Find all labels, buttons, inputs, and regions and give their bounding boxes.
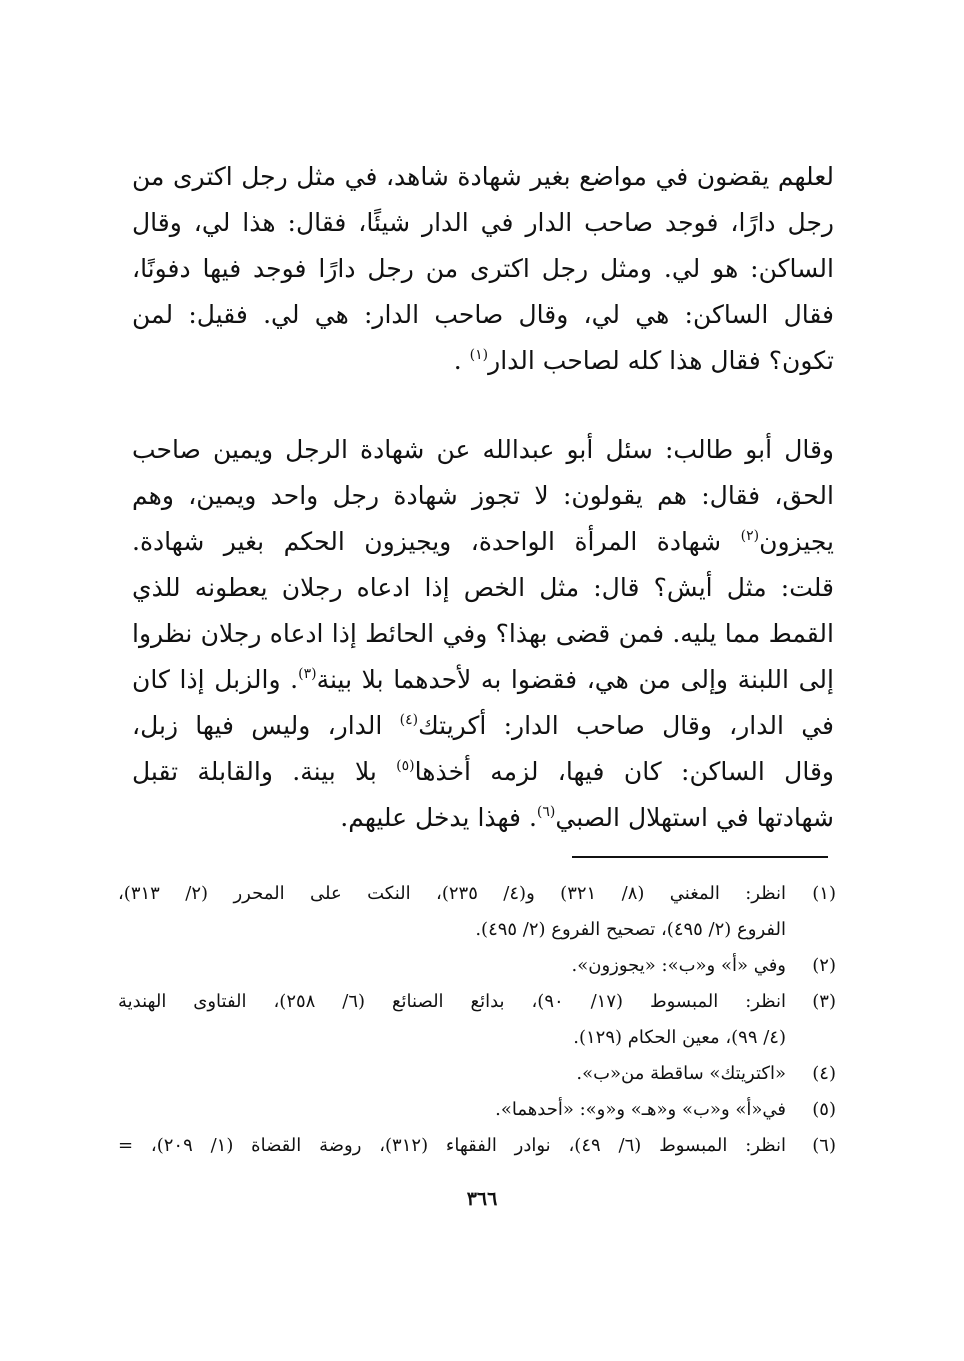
text-line: [132, 473, 834, 519]
line-text: تكون؟ فقال هذا كله لصاحب الدار: [488, 346, 834, 375]
footnote-text: الفروع (٢/ ٤٩٥)، تصحيح الفروع (٢/ ٤٩٥).: [475, 919, 786, 940]
footnote-number: (١): [812, 883, 836, 904]
footnote-text: «اكتريتك» ساقطة من«ب».: [576, 1063, 786, 1084]
text-line: [132, 427, 834, 473]
footnote-text: وفي «أ» و«ب»: «يجوزون».: [571, 955, 786, 976]
footnote-number: (٦): [812, 1135, 836, 1156]
line-text: في الدار، وقال صاحب الدار: أكريتك: [418, 711, 834, 740]
line-text: الساكن: هو لي. ومثل رجل اكترى من رجل دارًا فوجد فيها دفونًا،: [132, 254, 834, 283]
footnote-marker[interactable]: (٥): [396, 758, 415, 774]
line-text: يجيزون: [759, 527, 834, 556]
footnotes: [118, 876, 836, 1164]
footnote-marker[interactable]: (٣): [298, 666, 317, 682]
line-text: لعلهم يقضون في مواضع بغير شهادة شاهد، في مثل رجل اكترى من: [132, 162, 834, 191]
line-text: . والزبل إذا كان: [132, 665, 299, 694]
footnote-number: (٤): [812, 1063, 836, 1084]
line-text: شهادة المرأة الواحدة، ويجيزون الحكم بغير شهادة.: [132, 527, 741, 556]
page-number: ٣٦٦: [466, 1188, 498, 1210]
footnote-separator: [572, 856, 828, 858]
line-text: بلا بينة. والقابلة تقبل: [132, 757, 397, 786]
text-line: [132, 749, 834, 795]
paragraph-1: [132, 154, 834, 384]
line-text: شهادتها في استهلال الصبي: [555, 803, 834, 832]
footnote-marker[interactable]: (٦): [536, 804, 556, 820]
footnote-text: في«أ» و«ب» و«هـ» و«و»: «أحدهما».: [495, 1099, 786, 1120]
footnote-6: [118, 1128, 836, 1164]
line-text: وقال أبو طالب: سئل أبو عبدالله عن شهادة الرجل ويمين صاحب: [132, 435, 834, 464]
line-text: .: [453, 346, 470, 375]
footnote-2: [118, 948, 836, 984]
footnote-marker[interactable]: (٢): [740, 528, 760, 544]
line-text: رجل دارًا، فوجد صاحب الدار في الدار شيئًا، فقال: هذا لي، وقال: [132, 208, 834, 237]
line-text: وقال الساكن: كان فيها، لزمه أخذها: [414, 757, 834, 786]
text-line: [132, 246, 834, 292]
text-line: [132, 795, 834, 841]
footnote-1: [118, 876, 836, 948]
text-line: [132, 703, 834, 749]
text-line: [132, 657, 834, 703]
footnote-marker[interactable]: (١): [469, 347, 489, 363]
footnote-number: (٥): [812, 1099, 836, 1120]
line-text: الدار، وليس فيها زبل،: [132, 711, 400, 740]
line-text: الحق، فقال: هم يقولون: لا تجوز شهادة رجل واحد ويمين، وهم: [132, 481, 835, 510]
footnote-5: [118, 1092, 836, 1128]
text-line: [132, 200, 834, 246]
footnote-number: (٣): [812, 991, 836, 1012]
footnote-marker[interactable]: (٤): [399, 712, 419, 728]
line-text: . فهذا يدخل عليهم.: [340, 803, 537, 832]
text-line: [132, 565, 834, 611]
footnote-number: (٢): [812, 955, 836, 976]
text-line: [132, 292, 834, 338]
line-text: القمط مما يليه. فمن قضى بهذا؟ وفي الحائط إذا ادعاه رجلان نظروا: [132, 619, 834, 648]
paragraph-2: [132, 427, 834, 841]
footnote-3: [118, 984, 836, 1056]
text-line: [132, 519, 834, 565]
text-line: [132, 154, 834, 200]
footnote-text: انظر: المغني (٨/ ٣٢١) و(٤/ ٢٣٥)، النكت على المحرر (٢/ ٣١٣)،: [118, 883, 786, 904]
line-text: إلى اللبنة وإلى من هي، فقضوا به لأحدهما بلا بينة: [316, 665, 834, 694]
footnote-4: [118, 1056, 836, 1092]
text-line: [132, 611, 834, 657]
line-text: قلت: مثل أيش؟ قال: مثل الخص إذا ادعاه رجلان يعطونه للذي: [132, 573, 834, 602]
footnote-text: انظر: المبسوط (١٧/ ٩٠)، بدائع الصنائع (٦/ ٢٥٨)، الفتاوى الهندية: [118, 991, 786, 1012]
footnote-text: (٤/ ٩٩)، معين الحكام (١٢٩).: [573, 1027, 786, 1048]
footnote-text: انظر: المبسوط (٦/ ٤٩)، نوادر الفقهاء (٣١٢)، روضة القضاة (١/ ٢٠٩)، =: [118, 1135, 786, 1156]
text-line: [132, 338, 834, 384]
line-text: فقال الساكن: هي لي، وقال صاحب الدار: هي لي. فقيل: لمن: [132, 300, 834, 329]
